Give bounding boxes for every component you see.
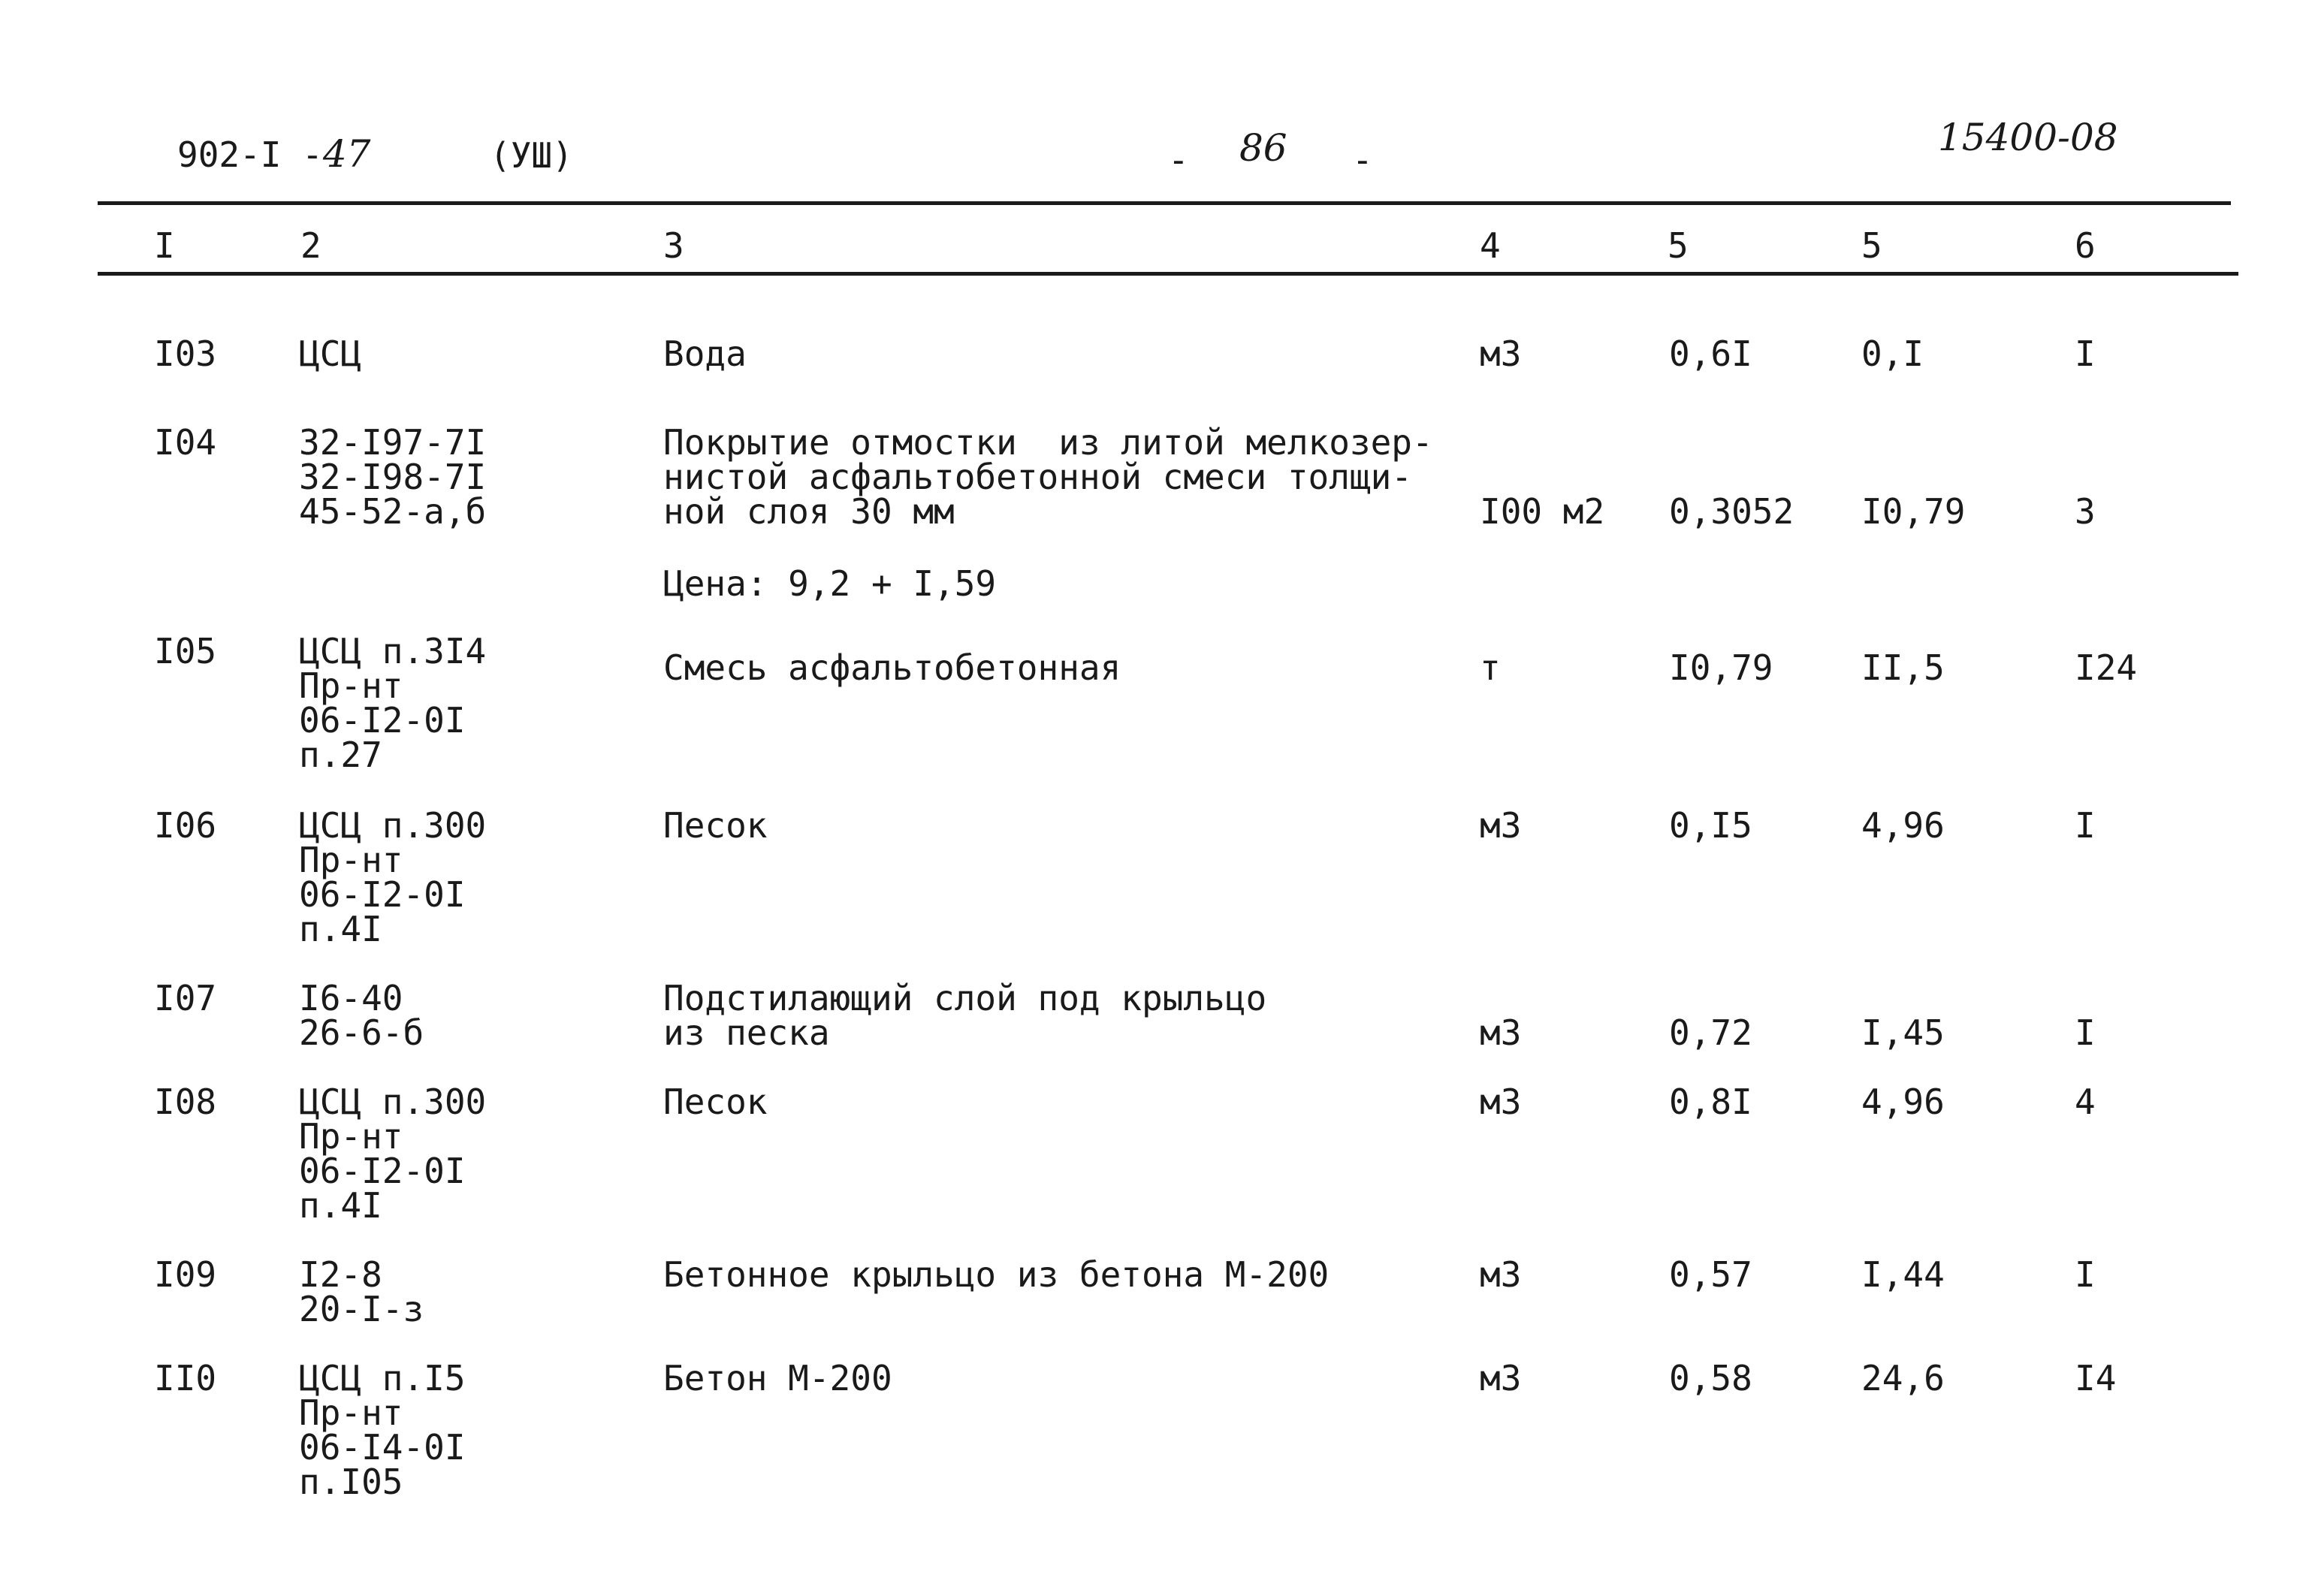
unit-price: 4,96 (1861, 805, 1945, 846)
reference-code: 32-I97-7I 32-I98-7I 45-52-а,б (299, 422, 487, 532)
unit-price: 0,I (1861, 333, 1924, 374)
quantity: 0,58 (1669, 1358, 1752, 1398)
column-header-2: 2 (300, 225, 321, 266)
unit: м3 (1480, 1082, 1522, 1122)
reference-code: ЦСЦ п.I5 Пр-нт 06-I4-0I п.I05 (299, 1358, 466, 1502)
unit: I00 м2 (1480, 491, 1605, 532)
row-number: I06 (154, 805, 217, 846)
total: I24 (2075, 647, 2138, 688)
reference-code: ЦСЦ (299, 333, 362, 374)
registration-number: 15400-08 (1938, 116, 2118, 159)
work-description: Бетонное крыльцо из бетона М-200 (663, 1254, 1330, 1295)
column-header-1: I (154, 225, 175, 266)
quantity: 0,I5 (1669, 805, 1752, 846)
work-description: Песок (663, 805, 768, 846)
unit-price: I,45 (1861, 1012, 1945, 1053)
total: I (2075, 1012, 2096, 1053)
quantity: I0,79 (1669, 647, 1773, 688)
row-number: I09 (154, 1254, 217, 1295)
reference-code: ЦСЦ п.300 Пр-нт 06-I2-0I п.4I (299, 1082, 487, 1226)
reference-code: I6-40 26-6-б (299, 978, 424, 1053)
unit: м3 (1480, 805, 1522, 846)
row-number: I03 (154, 333, 217, 374)
page-number: 86 (1239, 126, 1287, 170)
column-header-4: 4 (1480, 225, 1501, 266)
column-header-3: 3 (663, 225, 684, 266)
doc-code-typed: 902-I - (177, 134, 323, 175)
table-row (0, 631, 2306, 775)
total: I (2075, 333, 2096, 374)
quantity: 0,8I (1669, 1082, 1752, 1122)
row-number: II0 (154, 1358, 217, 1398)
doc-code (177, 132, 371, 176)
table-row (0, 805, 2306, 949)
quantity: 0,3052 (1669, 491, 1794, 532)
total: 3 (2075, 491, 2096, 532)
total: I (2075, 1254, 2096, 1295)
unit: м3 (1480, 1358, 1522, 1398)
column-header-6: 6 (2075, 225, 2096, 266)
total: I4 (2075, 1358, 2117, 1398)
series-label: (УШ) (490, 135, 573, 176)
reference-code: I2-8 20-I-з (299, 1254, 424, 1329)
row-number: I07 (154, 978, 217, 1018)
work-description: Вода (663, 333, 747, 374)
total: 4 (2075, 1082, 2096, 1122)
unit: м3 (1480, 333, 1522, 374)
unit-price: I,44 (1861, 1254, 1945, 1295)
reference-code: ЦСЦ п.300 Пр-нт 06-I2-0I п.4I (299, 805, 487, 949)
work-description: Покрытие отмостки из литой мелкозер- нистой асфальтобетонной смеси толщи- ной слоя 30 мм (663, 422, 1433, 532)
top-rule (98, 201, 2231, 205)
unit: т (1480, 647, 1501, 688)
work-description: Бетон М-200 (663, 1358, 892, 1398)
unit-price: I0,79 (1861, 491, 1966, 532)
unit-price: 24,6 (1861, 1358, 1945, 1398)
unit-price: II,5 (1861, 647, 1945, 688)
table-row (0, 1254, 2306, 1329)
row-number: I05 (154, 631, 217, 671)
column-header-5: 5 (1668, 225, 1689, 266)
total: I (2075, 805, 2096, 846)
header-rule (98, 272, 2238, 276)
work-description: Подстилающий слой под крыльцо из песка (663, 978, 1267, 1053)
work-description: Смесь асфальтобетонная (663, 647, 1121, 688)
quantity: 0,6I (1669, 333, 1752, 374)
page-dash-left: - (1168, 140, 1189, 180)
reference-code: ЦСЦ п.3I4 Пр-нт 06-I2-0I п.27 (299, 631, 487, 775)
table-row (0, 1358, 2306, 1502)
row-number: I04 (154, 422, 217, 463)
unit: м3 (1480, 1012, 1522, 1053)
unit-price: 4,96 (1861, 1082, 1945, 1122)
row-number: I08 (154, 1082, 217, 1122)
doc-code-handwritten: 47 (322, 132, 371, 176)
column-header-5b: 5 (1861, 225, 1882, 266)
quantity: 0,72 (1669, 1012, 1752, 1053)
quantity: 0,57 (1669, 1254, 1752, 1295)
table-row (0, 422, 2306, 604)
price-note: Цена: 9,2 + I,59 (663, 563, 997, 604)
page-dash-right: - (1352, 140, 1373, 180)
table-row (0, 978, 2306, 1053)
work-description: Песок (663, 1082, 768, 1122)
unit: м3 (1480, 1254, 1522, 1295)
table-row (0, 333, 2306, 374)
